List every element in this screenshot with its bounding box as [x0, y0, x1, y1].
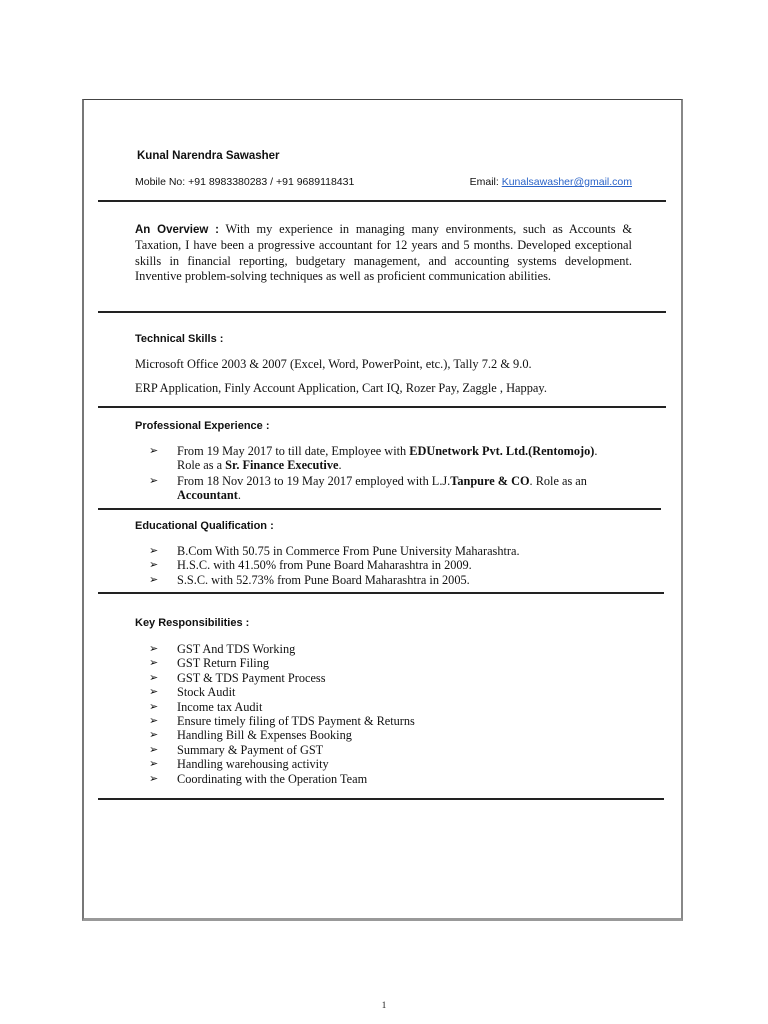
responsibility-text: GST And TDS Working — [177, 642, 296, 656]
email-block — [470, 176, 632, 188]
education-list — [149, 544, 633, 587]
experience-heading: Professional Experience : — [135, 420, 270, 432]
education-item — [149, 573, 633, 587]
experience-text: . — [594, 444, 598, 458]
arrow-bullet-icon: ➢ — [149, 772, 159, 785]
education-text: S.S.C. with 52.73% from Pune Board Maharashtra in 2005. — [177, 572, 470, 587]
employer-name: Tanpure & CO — [450, 473, 530, 488]
mobile-number: Mobile No: +91 8983380283 / +91 9689118431 — [135, 176, 355, 188]
technical-skills-heading: Technical Skills : — [135, 333, 224, 345]
education-text: H.S.C. with 41.50% from Pune Board Maharashtra in 2009. — [177, 558, 472, 573]
divider-experience — [98, 508, 661, 510]
email-link[interactable]: Kunalsawasher@gmail.com — [501, 176, 632, 188]
responsibility-text: Handling warehousing activity — [177, 757, 329, 772]
email-label: Email: — [469, 176, 502, 188]
arrow-bullet-icon: ➢ — [149, 643, 159, 655]
responsibility-text: GST Return Filing — [177, 656, 270, 671]
responsibilities-heading: Key Responsibilities : — [135, 617, 250, 629]
overview-label: An Overview : — [135, 224, 219, 236]
responsibility-text: Income tax Audit — [177, 699, 263, 714]
responsibility-item — [149, 743, 633, 757]
employer-name: EDUnetwork Pvt. Ltd.(Rentomojo) — [409, 444, 595, 458]
divider-responsibilities — [98, 798, 664, 800]
responsibility-text: Summary & Payment of GST — [177, 742, 324, 757]
education-text: B.Com With 50.75 in Commerce From Pune University Maharashtra. — [177, 544, 520, 558]
arrow-bullet-icon: ➢ — [149, 445, 159, 457]
responsibility-item — [149, 728, 633, 742]
arrow-bullet-icon: ➢ — [149, 729, 159, 742]
responsibility-text: Coordinating with the Operation Team — [177, 771, 368, 786]
experience-text: . — [237, 488, 241, 503]
responsibility-item — [149, 656, 633, 670]
experience-text: . Role as an — [529, 473, 587, 488]
responsibility-item — [149, 685, 633, 699]
arrow-bullet-icon: ➢ — [149, 657, 159, 670]
responsibility-item — [149, 757, 633, 771]
arrow-bullet-icon: ➢ — [149, 559, 159, 572]
arrow-bullet-icon: ➢ — [149, 743, 159, 756]
technical-skill-line: Microsoft Office 2003 & 2007 (Excel, Word, PowerPoint, etc.), Tally 7.2 & 9.0. — [135, 357, 532, 371]
divider-education — [98, 592, 664, 594]
technical-skill-line: ERP Application, Finly Account Application, Cart IQ, Rozer Pay, Zaggle , Happay. — [135, 381, 547, 395]
responsibilities-list — [149, 642, 633, 786]
responsibility-text: Handling Bill & Expenses Booking — [177, 728, 352, 743]
contact-row — [135, 176, 632, 188]
job-role: Accountant — [177, 488, 238, 503]
arrow-bullet-icon: ➢ — [149, 686, 159, 699]
experience-item — [149, 474, 633, 503]
arrow-bullet-icon: ➢ — [149, 715, 159, 728]
education-item — [149, 544, 633, 558]
divider-skills — [98, 406, 666, 408]
overview-paragraph — [135, 222, 632, 285]
education-item — [149, 558, 633, 572]
education-heading: Educational Qualification : — [135, 520, 274, 532]
arrow-bullet-icon: ➢ — [149, 474, 159, 487]
arrow-bullet-icon: ➢ — [149, 671, 159, 684]
job-role: Sr. Finance Executive — [225, 458, 339, 473]
divider-header — [98, 200, 666, 202]
responsibility-item — [149, 714, 633, 728]
divider-overview — [98, 311, 666, 313]
responsibility-text: Ensure timely filing of TDS Payment & Returns — [177, 714, 415, 729]
page-number: 1 — [381, 1000, 387, 1010]
responsibility-item — [149, 642, 633, 656]
responsibility-item — [149, 700, 633, 714]
experience-text: . — [338, 458, 342, 473]
responsibility-item — [149, 671, 633, 685]
arrow-bullet-icon: ➢ — [149, 758, 159, 771]
candidate-name: Kunal Narendra Sawasher — [137, 150, 280, 162]
responsibility-text: GST & TDS Payment Process — [177, 670, 326, 685]
experience-item — [149, 444, 633, 473]
experience-text: Role as a — [177, 458, 226, 473]
arrow-bullet-icon: ➢ — [149, 700, 159, 713]
experience-list — [149, 444, 633, 503]
experience-text: From 19 May 2017 to till date, Employee with — [177, 444, 410, 458]
responsibility-item — [149, 772, 633, 786]
arrow-bullet-icon: ➢ — [149, 573, 159, 586]
arrow-bullet-icon: ➢ — [149, 545, 159, 557]
overview-text: With my experience in managing many environments, such as Accounts & Taxation, I have been a progressive accountant for 12 years and 5 months. Developed exceptional skills in financial reporting, budgetary management, and accounting systems development. Inventive problem-solving techniques as well as proficient communication abilities. — [135, 222, 632, 284]
experience-text: From 18 Nov 2013 to 19 May 2017 employed with L.J. — [177, 473, 451, 488]
responsibility-text: Stock Audit — [177, 685, 236, 700]
